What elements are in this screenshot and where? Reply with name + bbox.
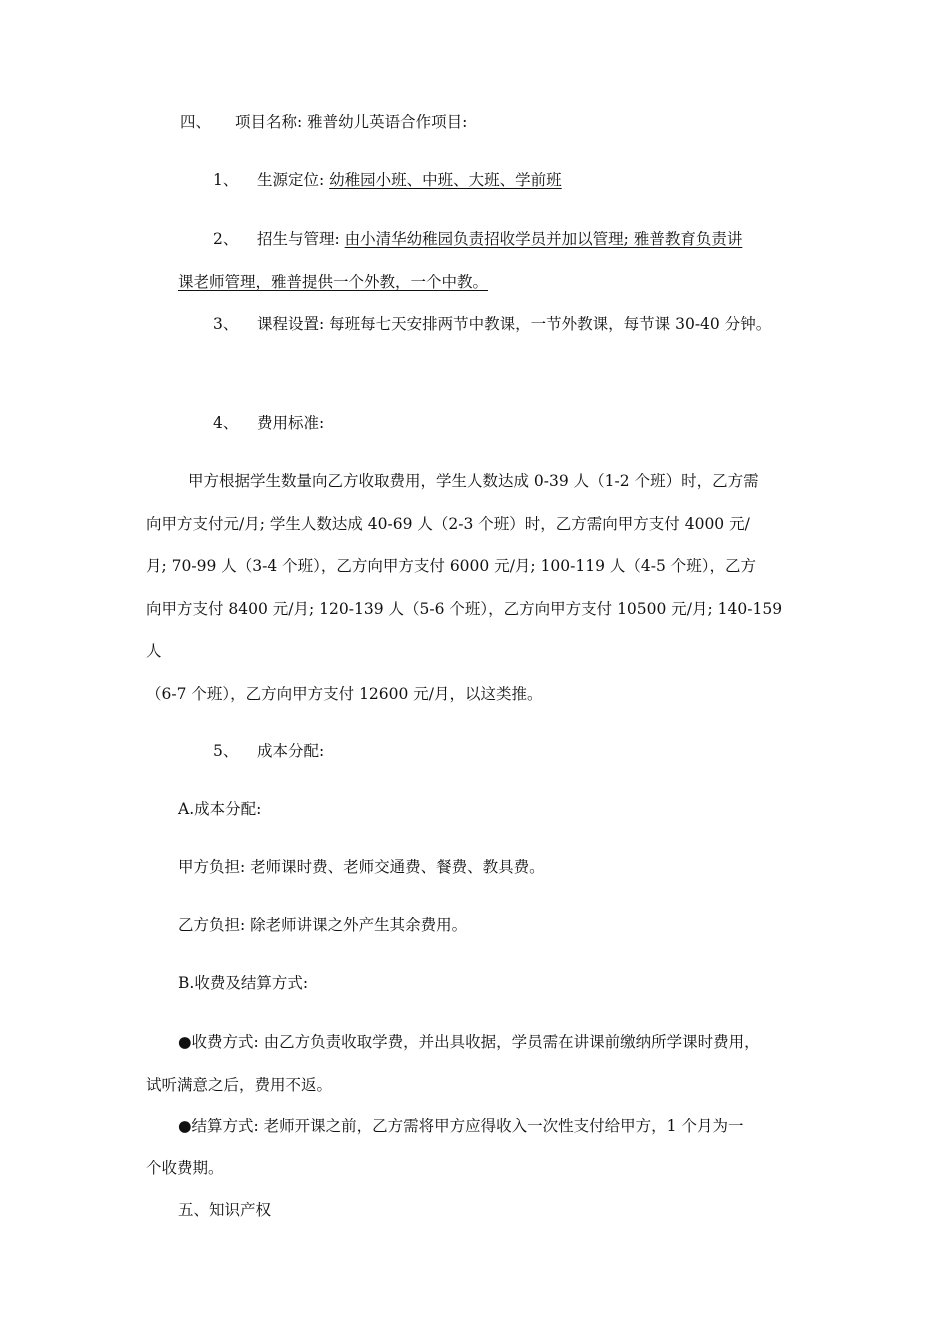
fee-line-4: 向甲方支付 8400 元/月; 120-139 人（5-6 个班），乙方向甲方支付 10500 元/月; 140-159	[146, 600, 783, 618]
fee-collection-line-1: ●收费方式: 由乙方负责收取学费，并出具收据，学员需在讲课前缴纳所学课时费用，	[178, 1033, 760, 1051]
cost-a-heading: A.成本分配:	[178, 800, 262, 818]
item-5	[213, 741, 324, 761]
cost-party-b: 乙方负担: 除老师讲课之外产生其余费用。	[178, 916, 468, 934]
item-4-label: 费用标准:	[257, 414, 325, 432]
cost-b-heading: B.收费及结算方式:	[178, 974, 309, 992]
cost-party-a: 甲方负担: 老师课时费、老师交通费、餐费、教具费。	[178, 858, 545, 876]
item-3	[213, 314, 771, 334]
item-2-value-line1: 由小清华幼稚园负责招收学员并加以管理; 雅普教育负责讲	[344, 230, 743, 248]
item-5-number: 5、	[213, 742, 239, 760]
item-2-value-line2: 课老师管理，雅普提供一个外教，一个中教。	[178, 273, 489, 291]
item-4-number: 4、	[213, 414, 239, 432]
item-2-label: 招生与管理:	[257, 230, 340, 248]
settlement-line-2: 个收费期。	[146, 1159, 224, 1177]
fee-line-2: 向甲方支付元/月; 学生人数达成 40-69 人（2-3 个班）时，乙方需向甲方支付 4000 元/	[146, 515, 750, 533]
item-3-number: 3、	[213, 315, 239, 333]
item-2-continuation	[178, 272, 488, 292]
item-1	[213, 170, 562, 190]
item-2-number: 2、	[213, 230, 239, 248]
item-3-label: 课程设置:	[257, 315, 325, 333]
item-1-label: 生源定位:	[257, 171, 325, 189]
fee-line-5: 人	[146, 642, 162, 660]
item-1-number: 1、	[213, 171, 239, 189]
settlement-line-1: ●结算方式: 老师开课之前，乙方需将甲方应得收入一次性支付给甲方，1 个月为一	[178, 1117, 744, 1135]
section-4-heading	[180, 112, 467, 132]
item-4	[213, 413, 324, 433]
item-5-label: 成本分配:	[257, 742, 325, 760]
fee-line-6: （6-7 个班），乙方向甲方支付 12600 元/月，以这类推。	[146, 685, 543, 703]
section-4-label: 项目名称:	[235, 113, 303, 131]
section-4-value: 雅普幼儿英语合作项目:	[307, 113, 468, 131]
item-2	[213, 229, 742, 249]
item-3-value: 每班每七天安排两节中教课，一节外教课，每节课 30-40 分钟。	[329, 315, 772, 333]
section-5-title: 五、知识产权	[178, 1201, 272, 1219]
fee-line-1: 甲方根据学生数量向乙方收取费用，学生人数达成 0-39 人（1-2 个班）时，乙方需	[188, 472, 759, 490]
section-4-number: 四、	[180, 113, 212, 131]
item-1-value: 幼稚园小班、中班、大班、学前班	[329, 171, 562, 189]
fee-line-3: 月; 70-99 人（3-4 个班），乙方向甲方支付 6000 元/月; 100-119 人（4-5 个班），乙方	[146, 557, 757, 575]
fee-collection-line-2: 试听满意之后，费用不返。	[146, 1076, 333, 1094]
